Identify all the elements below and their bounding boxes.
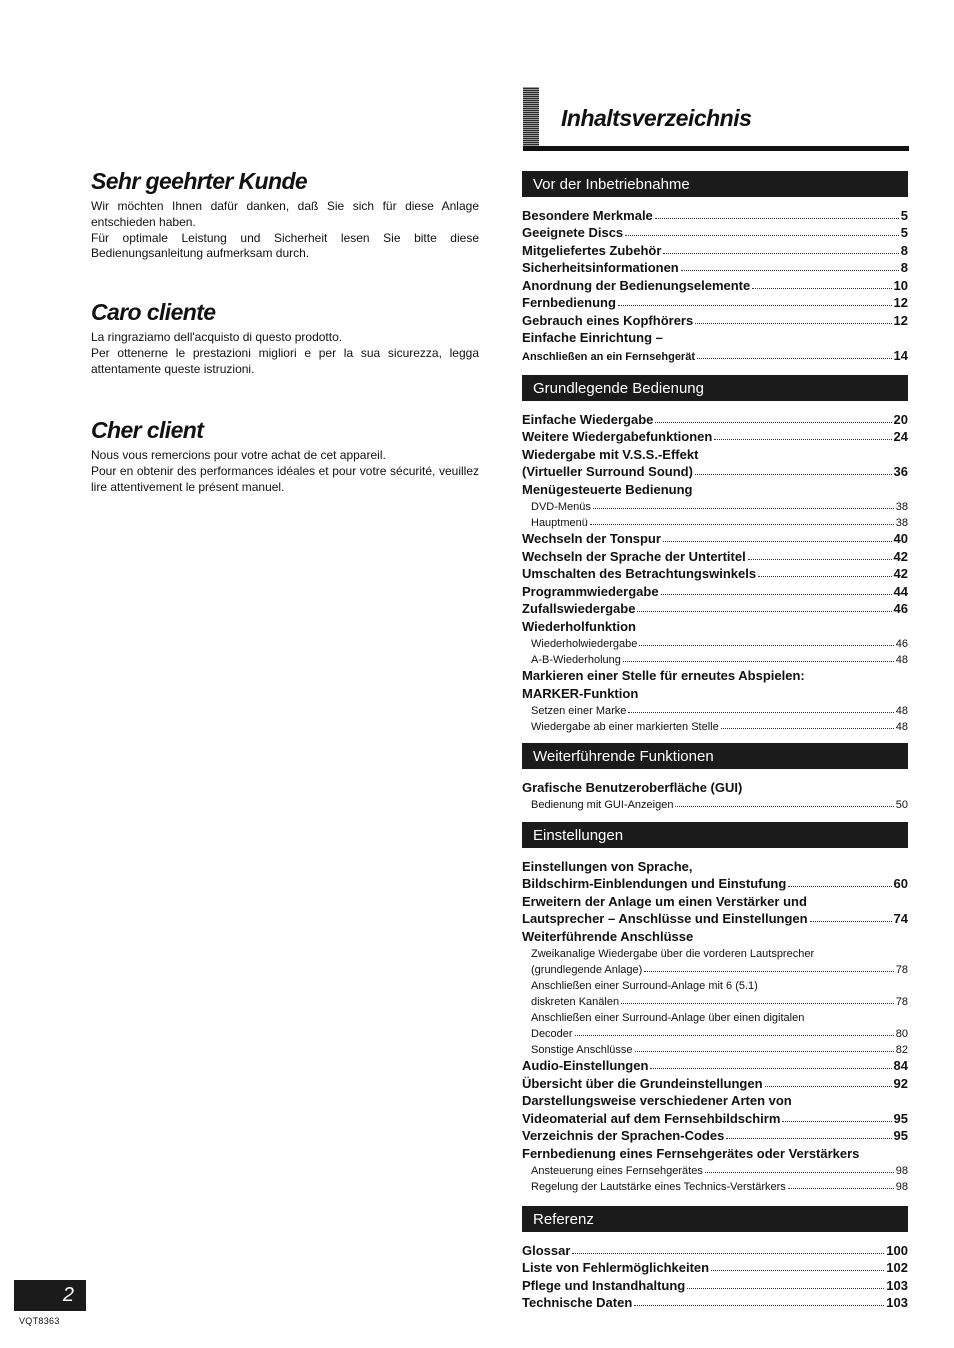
dot-leader: [635, 1050, 894, 1052]
toc-entry: [522, 293, 908, 311]
toc-entry-label: Audio-Einstellungen: [522, 1058, 649, 1073]
greeting-french: [91, 417, 479, 495]
toc-page-number: 5: [900, 207, 908, 223]
page-number: 2: [14, 1280, 86, 1311]
toc-page-number: 46: [895, 637, 908, 650]
section-title: Vor der Inbetriebnahme: [522, 171, 908, 197]
toc-entry: [522, 462, 908, 480]
toc-page-number: 8: [900, 242, 908, 258]
dot-leader: [726, 1137, 891, 1139]
header-bar-decoration: [523, 87, 539, 149]
toc-page-number: 100: [886, 1242, 908, 1258]
dot-leader: [681, 269, 899, 271]
dot-leader: [758, 575, 891, 577]
toc-entry: [522, 1177, 908, 1193]
toc-heading: [522, 1143, 908, 1161]
toc-entry-label: Mitgeliefertes Zubehör: [522, 242, 662, 258]
dot-leader: [644, 970, 893, 972]
toc-entry-label: Besondere Merkmale: [522, 207, 653, 223]
toc-page-number: 38: [895, 500, 908, 513]
toc-entry-label: Videomaterial auf dem Fernsehbildschirm: [522, 1110, 781, 1126]
toc-heading: [522, 479, 908, 497]
toc-heading: [522, 683, 908, 701]
dot-leader: [575, 1034, 894, 1036]
toc-entry-label: Wechseln der Sprache der Untertitel: [522, 548, 746, 564]
toc-page-number: 78: [895, 995, 908, 1008]
toc-entry: [522, 345, 908, 363]
toc-entry-label: Fernbedienung eines Fernsehgerätes oder Verstärkers: [522, 1145, 860, 1161]
toc-entry-label: Geeignete Discs: [522, 225, 624, 240]
toc-page-number: 48: [895, 704, 908, 717]
dot-leader: [655, 421, 891, 423]
toc-entry-label: (grundlegende Anlage): [531, 963, 643, 976]
greeting-title: Sehr geehrter Kunde: [91, 168, 308, 194]
toc-entry: [522, 960, 908, 976]
toc-page-number: 84: [893, 1058, 908, 1073]
greeting-title: Caro cliente: [91, 299, 216, 325]
dot-leader: [782, 1120, 891, 1122]
toc-entry-label: Programmwiedergabe: [522, 583, 659, 599]
toc-entry-label: Anschließen an ein Fernsehgerät: [522, 350, 695, 363]
greeting-text: Pour en obtenir des performances idéales et pour votre sécurité, veuillez lire attentivement le présent manuel.: [91, 463, 479, 494]
dot-leader: [650, 1067, 891, 1069]
greeting-text: La ringraziamo dell'acquisto di questo prodotto.: [91, 330, 343, 344]
toc-page-number: 36: [893, 464, 908, 479]
document-code: VQT8363: [19, 1316, 60, 1326]
toc-entry-label: Wiederholfunktion: [522, 618, 636, 634]
toc-entry-label: Wiederholwiedergabe: [531, 637, 638, 650]
toc-entry-label: Gebrauch eines Kopfhörers: [522, 312, 694, 328]
toc-entry-label: Wechseln der Tonspur: [522, 531, 661, 546]
dot-leader: [714, 438, 891, 440]
dot-leader: [752, 287, 891, 289]
dot-leader: [572, 1252, 884, 1254]
toc-entry-label: diskreten Kanälen: [531, 995, 620, 1008]
toc-page-number: 92: [893, 1075, 908, 1091]
toc-page-number: 14: [893, 347, 908, 363]
greeting-german: [91, 168, 479, 262]
dot-leader: [788, 885, 891, 887]
toc-page-number: 12: [893, 295, 908, 310]
toc-entry-label: Einstellungen von Sprache,: [522, 858, 693, 874]
toc-entry-label: Glossar: [522, 1242, 571, 1258]
toc-heading: [522, 328, 908, 346]
toc-entry-label: Grafische Benutzeroberfläche (GUI): [522, 779, 743, 795]
toc-page-number: 38: [895, 516, 908, 529]
toc-entry: [522, 581, 908, 599]
toc-entry-label: Zweikanalige Wiedergabe über die vorderen Lautsprecher: [531, 947, 815, 960]
toc-heading: [522, 1091, 908, 1109]
toc-heading: [522, 616, 908, 634]
toc-entry: [522, 240, 908, 258]
section-title: Weiterführende Funktionen: [522, 743, 908, 769]
toc-page-number: 60: [893, 876, 908, 891]
section-title: Referenz: [522, 1206, 908, 1232]
toc-entry-label: Darstellungsweise verschiedener Arten von: [522, 1093, 792, 1108]
toc-entry: [522, 1293, 908, 1311]
toc-entry-label: Zufallswiedergabe: [522, 601, 636, 616]
toc-entry: [522, 992, 908, 1008]
header-rule: [523, 146, 909, 151]
toc-entry: [522, 874, 908, 892]
toc-entry: [522, 1258, 908, 1276]
toc-heading: [522, 926, 908, 944]
toc-entry-label: Technische Daten: [522, 1295, 633, 1310]
toc-entry-label: Weitere Wiedergabefunktionen: [522, 429, 713, 444]
dot-leader: [663, 252, 898, 254]
toc-entry-label: Markieren einer Stelle für erneutes Abspielen:: [522, 668, 805, 683]
toc-entry: [522, 701, 908, 717]
toc-heading: [522, 944, 908, 960]
toc-page-number: 48: [895, 720, 908, 733]
toc-heading: [522, 856, 908, 874]
toc-entry-label: Erweitern der Anlage um einen Verstärker und: [522, 893, 807, 909]
toc-entry-label: DVD-Menüs: [531, 500, 591, 513]
toc-heading: [522, 891, 908, 909]
toc-page-number: 78: [895, 963, 908, 976]
toc-page-number: 44: [893, 583, 908, 599]
toc-entry-label: MARKER-Funktion: [522, 685, 639, 701]
toc-heading: [522, 444, 908, 462]
toc-header: [523, 87, 909, 153]
toc-entry-label: Übersicht über die Grundeinstellungen: [522, 1075, 763, 1091]
dot-leader: [621, 1002, 894, 1004]
toc-page-number: 98: [895, 1180, 908, 1193]
dot-leader: [788, 1187, 894, 1189]
toc-page-number: 8: [900, 260, 908, 275]
toc-entry-label: Wiedergabe mit V.S.S.-Effekt: [522, 446, 699, 462]
toc-entry-label: Ansteuerung eines Fernsehgerätes: [531, 1164, 703, 1177]
toc-heading: [522, 777, 908, 795]
toc-page-number: 50: [895, 798, 908, 811]
toc-page-number: 5: [900, 225, 908, 240]
toc-page-number: 74: [893, 911, 908, 926]
dot-leader: [711, 1269, 884, 1271]
dot-leader: [697, 357, 892, 359]
toc-entry: [522, 497, 908, 513]
toc-entry-label: Anschließen einer Surround-Anlage mit 6 (5.1): [531, 979, 758, 992]
toc-entry: [522, 564, 908, 582]
toc-heading: [522, 666, 908, 684]
toc-entry: [522, 717, 908, 733]
section-title: Einstellungen: [522, 822, 908, 848]
toc-section-vor-der-inbetriebnahme: [522, 171, 908, 363]
toc-entry-label: Bedienung mit GUI-Anzeigen: [531, 798, 674, 811]
toc-entry-label: Anschließen einer Surround-Anlage über einen digitalen: [531, 1011, 805, 1024]
toc-entry: [522, 409, 908, 427]
dot-leader: [810, 920, 892, 922]
toc-page-number: 48: [895, 653, 908, 666]
dot-leader: [625, 234, 899, 236]
toc-page-number: 42: [893, 566, 908, 581]
section-title: Grundlegende Bedienung: [522, 375, 908, 401]
dot-leader: [628, 711, 893, 713]
toc-entry-label: Fernbedienung: [522, 295, 616, 310]
dot-leader: [765, 1085, 892, 1087]
toc-entry-label: Sicherheitsinformationen: [522, 260, 679, 275]
dot-leader: [663, 540, 892, 542]
dot-leader: [748, 558, 892, 560]
greeting-italian: [91, 299, 479, 377]
toc-title: Inhaltsverzeichnis: [561, 105, 752, 131]
toc-section-grundlegende-bedienung: [522, 375, 908, 733]
dot-leader: [661, 593, 892, 595]
toc-entry: [522, 258, 908, 276]
toc-entry-label: A-B-Wiederholung: [531, 653, 621, 666]
greeting-text: Für optimale Leistung und Sicherheit lesen Sie bitte diese Bedienungsanleitung aufmerksam durch.: [91, 230, 479, 261]
toc-entry: [522, 546, 908, 564]
toc-entry-label: Sonstige Anschlüsse: [531, 1043, 633, 1056]
dot-leader: [721, 727, 894, 729]
toc-page-number: 24: [893, 429, 908, 444]
toc-entry: [522, 205, 908, 223]
greeting-text: Wir möchten Ihnen dafür danken, daß Sie sich für diese Anlage entschieden haben.: [91, 199, 479, 229]
greeting-text: Per ottenerne le prestazioni migliori e per la sua sicurezza, legga attentamente queste istruzioni.: [91, 345, 479, 376]
dot-leader: [675, 805, 893, 807]
toc-entry-label: Umschalten des Betrachtungswinkels: [522, 566, 757, 581]
dot-leader: [593, 507, 894, 509]
toc-page-number: 80: [895, 1027, 908, 1040]
toc-page-number: 10: [893, 277, 908, 293]
toc-entry-label: Lautsprecher – Anschlüsse und Einstellungen: [522, 911, 808, 926]
toc-entry-label: Pflege und Instandhaltung: [522, 1277, 686, 1293]
toc-entry: [522, 795, 908, 811]
toc-entry: [522, 1056, 908, 1074]
toc-section-referenz: [522, 1206, 908, 1310]
toc-entry-label: Einfache Einrichtung –: [522, 330, 663, 345]
toc-entry-label: Anordnung der Bedienungselemente: [522, 277, 751, 293]
toc-page-number: 82: [895, 1043, 908, 1056]
toc-entry-label: Einfache Wiedergabe: [522, 411, 654, 427]
toc-entry-label: Decoder: [531, 1027, 573, 1040]
toc-entry-label: Bildschirm-Einblendungen und Einstufung: [522, 876, 787, 891]
toc-entry: [522, 1240, 908, 1258]
toc-page-number: 12: [893, 312, 908, 328]
toc-entry: [522, 909, 908, 927]
toc-entry: [522, 223, 908, 241]
toc-entry: [522, 1108, 908, 1126]
toc-entry-label: Weiterführende Anschlüsse: [522, 928, 694, 944]
toc-entry: [522, 310, 908, 328]
toc-heading: [522, 1008, 908, 1024]
toc-page-number: 102: [886, 1260, 908, 1275]
toc-entry: [522, 1161, 908, 1177]
toc-page-number: 98: [895, 1164, 908, 1177]
toc-section-weiterfuehrende-funktionen: [522, 743, 908, 811]
toc-entry: [522, 1024, 908, 1040]
toc-page-number: 103: [886, 1277, 908, 1293]
dot-leader: [623, 660, 894, 662]
dot-leader: [687, 1287, 884, 1289]
dot-leader: [639, 644, 893, 646]
toc-entry: [522, 427, 908, 445]
toc-section-einstellungen: [522, 822, 908, 1193]
dot-leader: [637, 610, 891, 612]
toc-page-number: 20: [893, 411, 908, 427]
dot-leader: [655, 217, 899, 219]
toc-entry: [522, 650, 908, 666]
toc-entry-label: Liste von Fehlermöglichkeiten: [522, 1260, 710, 1275]
toc-entry: [522, 599, 908, 617]
greeting-title: Cher client: [91, 417, 204, 443]
toc-page-number: 95: [893, 1128, 908, 1143]
dot-leader: [705, 1171, 894, 1173]
toc-entry-label: Setzen einer Marke: [531, 704, 627, 717]
toc-entry: [522, 1275, 908, 1293]
toc-entry: [522, 275, 908, 293]
toc-page-number: 103: [886, 1295, 908, 1310]
toc-entry-label: Wiedergabe ab einer markierten Stelle: [531, 720, 719, 733]
dot-leader: [695, 322, 891, 324]
toc-page-number: 40: [893, 531, 908, 546]
toc-entry-label: Regelung der Lautstärke eines Technics-Verstärkers: [531, 1180, 786, 1193]
toc-page-number: 95: [893, 1110, 908, 1126]
toc-entry-label: Hauptmenü: [531, 516, 588, 529]
toc-entry: [522, 1073, 908, 1091]
toc-entry-label: (Virtueller Surround Sound): [522, 464, 693, 479]
toc-entry-label: Menügesteuerte Bedienung: [522, 481, 693, 497]
toc-page-number: 46: [893, 601, 908, 616]
toc-entry: [522, 634, 908, 650]
toc-entry: [522, 1126, 908, 1144]
greeting-text: Nous vous remercions pour votre achat de cet appareil.: [91, 448, 386, 462]
toc-entry: [522, 1040, 908, 1056]
toc-entry: [522, 529, 908, 547]
dot-leader: [590, 523, 894, 525]
toc-page-number: 42: [893, 548, 908, 564]
dot-leader: [634, 1304, 884, 1306]
toc-entry-label: Verzeichnis der Sprachen-Codes: [522, 1128, 725, 1143]
dot-leader: [618, 304, 892, 306]
dot-leader: [695, 473, 892, 475]
toc-heading: [522, 976, 908, 992]
toc-entry: [522, 513, 908, 529]
